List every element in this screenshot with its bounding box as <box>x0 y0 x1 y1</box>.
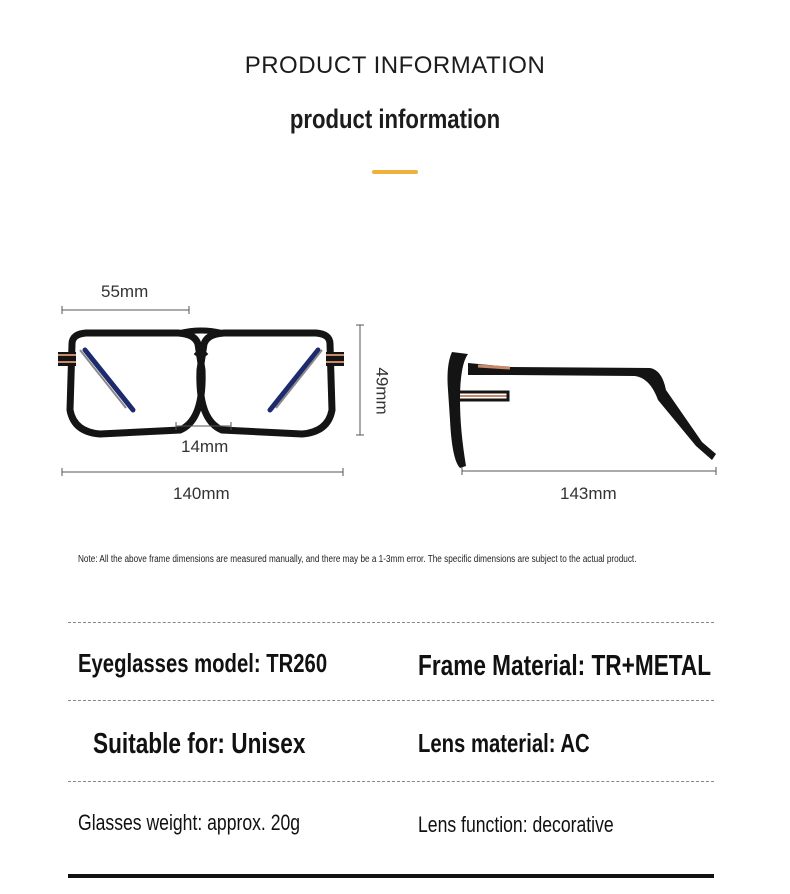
front-view-diagram <box>0 270 400 510</box>
divider-lower <box>68 781 714 782</box>
top-bar <box>180 331 222 334</box>
frame-width-dimension-line <box>62 468 343 476</box>
temple-length-dimension-line <box>462 467 716 475</box>
frame-front-edge <box>448 352 469 468</box>
frame-width-label: 140mm <box>173 484 230 503</box>
divider-middle <box>68 700 714 701</box>
spec-model: Eyeglasses model: TR260 <box>78 648 328 678</box>
bridge <box>196 353 206 356</box>
bottom-rule <box>68 874 714 878</box>
spec-frame-material: Frame Material: TR+METAL <box>418 650 712 682</box>
left-lens-rim <box>70 333 202 434</box>
spec-lens-material: Lens material: AC <box>418 728 590 758</box>
divider-top <box>68 622 714 623</box>
temple-metal-accent <box>478 366 510 368</box>
right-temple-tip <box>270 350 318 410</box>
right-hinge <box>326 352 344 366</box>
lens-height-dimension-line <box>356 325 364 435</box>
right-lens-rim <box>200 333 332 434</box>
lens-width-dimension-line <box>62 306 189 314</box>
page-title: PRODUCT INFORMATION <box>244 52 546 79</box>
bridge-width-label: 14mm <box>181 437 229 456</box>
spec-suitable-for: Suitable for: Unisex <box>93 728 306 760</box>
temple-length-label: 143mm <box>560 484 617 503</box>
side-view-diagram <box>430 330 730 490</box>
spec-lens-function: Lens function: decorative <box>418 812 614 837</box>
lens-width-label: 55mm <box>101 282 149 301</box>
measurement-note: Note: All the above frame dimensions are measured manually, and there may be a 1-3mm error. The specific dimensions are subject to the actual product. <box>78 554 637 565</box>
spec-weight: Glasses weight: approx. 20g <box>78 810 301 835</box>
left-temple-tip <box>85 350 133 410</box>
temple-arm <box>468 363 716 460</box>
left-hinge <box>58 352 76 366</box>
lens-height-label: 49mm <box>372 367 392 415</box>
page-subtitle: product information <box>289 104 501 134</box>
accent-divider <box>372 170 418 174</box>
